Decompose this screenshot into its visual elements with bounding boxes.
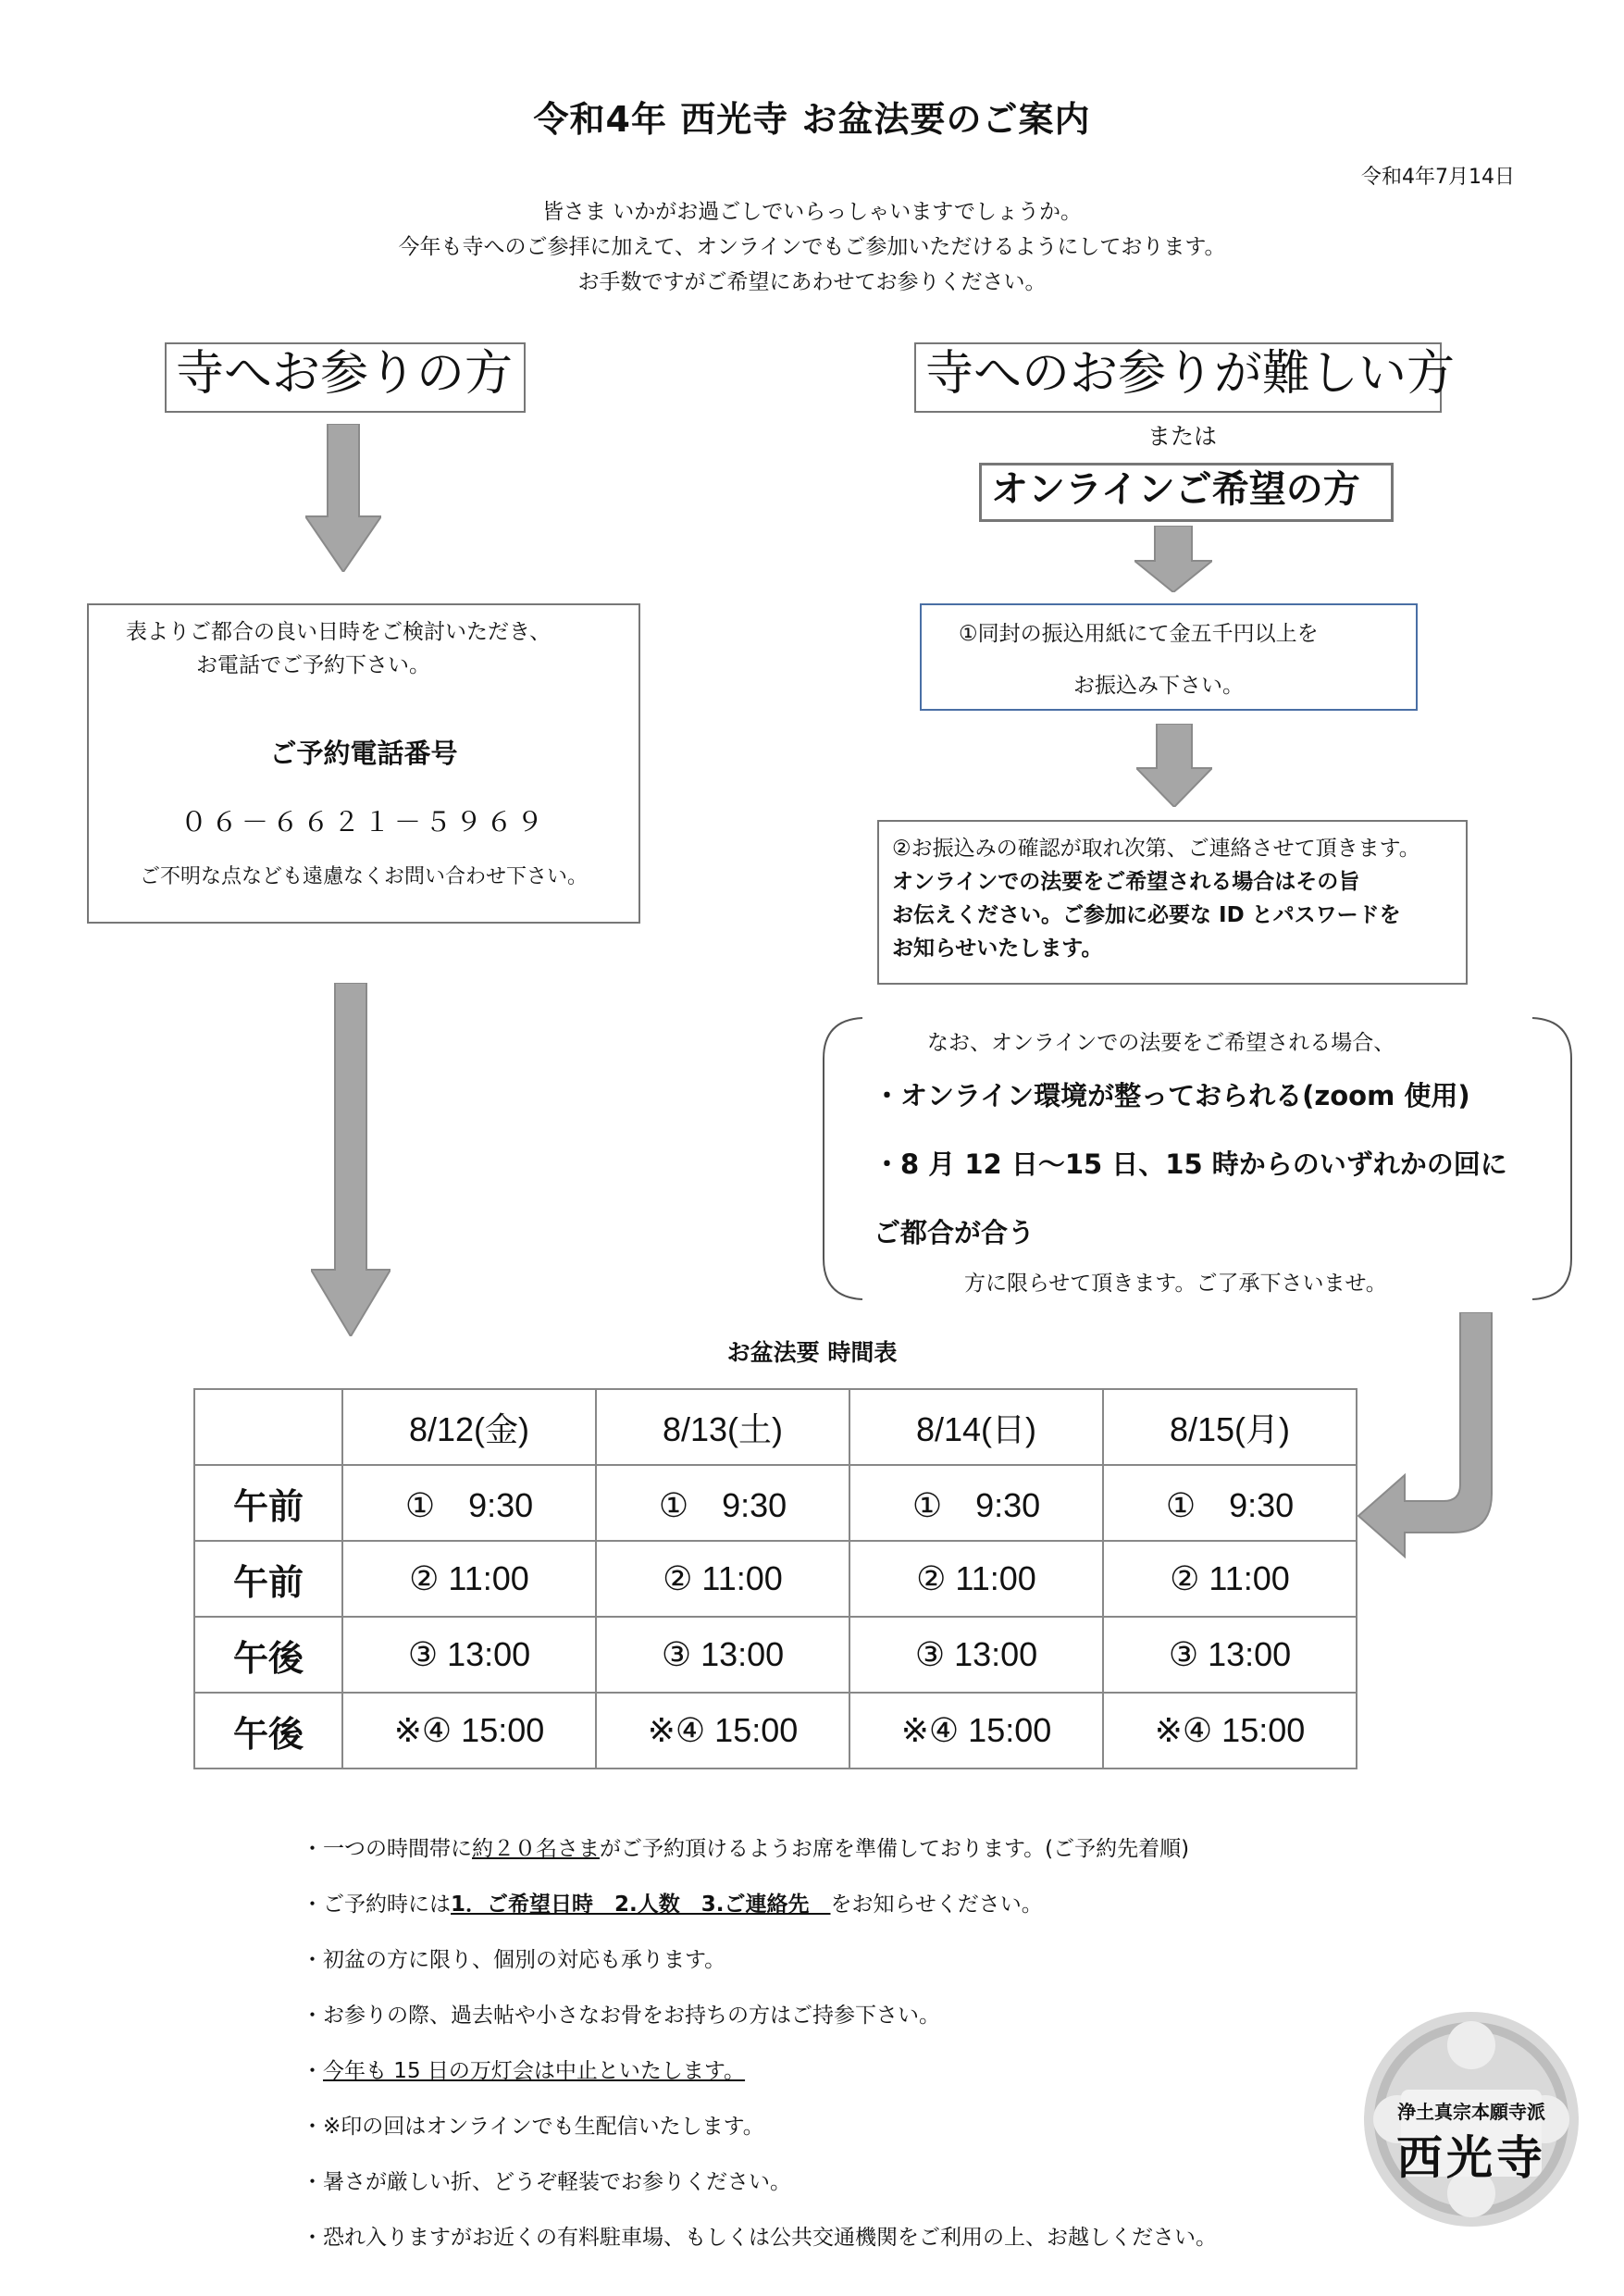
date-header: 8/14(日) [849, 1389, 1103, 1465]
condition-1: ・オンライン環境が整っておられる(zoom 使用) [874, 1080, 1470, 1111]
time-cell: ※④ 15:00 [596, 1693, 849, 1769]
time-cell: ③ 13:00 [1103, 1617, 1357, 1693]
note-item [302, 2043, 1217, 2099]
intro-line-2: 今年も寺へのご参拝に加えて、オンラインでもご参加いただけるようにしております。 [398, 235, 1226, 259]
temple-seal-logo [1360, 2008, 1582, 2230]
time-cell: ③ 13:00 [849, 1617, 1103, 1693]
seal-sect-text: 浄土真宗本願寺派 [1397, 2101, 1545, 2123]
time-cell: ① 9:30 [596, 1465, 849, 1541]
left-heading: 寺へお参りの方 [165, 342, 526, 413]
note-item [302, 1877, 1217, 1932]
date-header: 8/12(金) [342, 1389, 596, 1465]
time-cell: ※④ 15:00 [1103, 1693, 1357, 1769]
step2-line-4: お知らせいたします。 [892, 937, 1103, 961]
down-arrow-icon [305, 424, 381, 572]
online-heading: オンラインご希望の方 [979, 463, 1394, 522]
note-emphasis: 約２０名さま [472, 1837, 600, 1861]
intro-line-3: お手数ですがご希望にあわせてお参りください。 [577, 270, 1047, 294]
date-header: 8/13(土) [596, 1389, 849, 1465]
schedule-table [193, 1388, 1357, 1769]
step1-box [920, 603, 1418, 711]
reservation-box [87, 603, 640, 924]
note-item: ・お参りの際、過去帖や小さなお骨をお持ちの方はご持参下さい。 [302, 2004, 940, 2028]
step2-line-3: お伝えください。ご参加に必要な ID とパスワードを [892, 903, 1401, 927]
online-conditions-box [820, 1016, 1575, 1301]
page-title: 令和4年 西光寺 お盆法要のご案内 [533, 99, 1091, 140]
note-item: ・暑さが厳しい折、どうぞ軽装でお参りください。 [302, 2170, 791, 2194]
note-text: がご予約頂けるようお席を準備しております。(ご予約先着順) [600, 1837, 1190, 1861]
note-text: ・ [302, 2059, 323, 2083]
document-date: 令和4年7月14日 [1361, 166, 1515, 189]
row-label: 午前 [194, 1465, 342, 1541]
schedule-caption: お盆法要 時間表 [726, 1339, 898, 1366]
note-item: ・初盆の方に限り、個別の対応も承ります。 [302, 1948, 726, 1972]
inquiry-note: ご不明な点なども遠慮なくお問い合わせ下さい。 [139, 865, 588, 888]
note-emphasis: 1．ご希望日時 2.人数 3.ご連絡先 [451, 1893, 831, 1917]
step2-line-2: オンラインでの法要をご希望される場合はその旨 [892, 870, 1360, 894]
condition-2: ・8 月 12 日～15 日、15 時からのいずれかの回に [874, 1148, 1507, 1180]
step2-box [877, 820, 1468, 985]
time-cell: ① 9:30 [342, 1465, 596, 1541]
time-cell: ③ 13:00 [596, 1617, 849, 1693]
time-cell: ① 9:30 [1103, 1465, 1357, 1541]
notes-list [302, 1821, 1217, 2265]
time-cell: ③ 13:00 [342, 1617, 596, 1693]
phone-label: ご予約電話番号 [269, 738, 458, 769]
long-down-arrow-icon [311, 983, 391, 1336]
time-cell: ② 11:00 [1103, 1541, 1357, 1617]
reservation-instruction-1: 表よりご都合の良い日時をご検討いただき、 [126, 620, 552, 644]
step1-line-2: お振込み下さい。 [1073, 674, 1244, 698]
seal-temple-name: 西光寺 [1396, 2130, 1546, 2185]
table-header-row [194, 1389, 1357, 1465]
date-header: 8/15(月) [1103, 1389, 1357, 1465]
reservation-instruction-2: お電話でご予約下さい。 [196, 653, 430, 677]
note-item: ・恐れ入りますがお近くの有料駐車場、もしくは公共交通機関をご利用の上、お越しください。 [302, 2226, 1217, 2250]
note-item [302, 1821, 1217, 1877]
phone-number: ０６－６６２１－５９６９ [180, 806, 547, 838]
note-item: ・※印の回はオンラインでも生配信いたします。 [302, 2115, 764, 2139]
row-label: 午後 [194, 1693, 342, 1769]
note-text: をお知らせください。 [830, 1893, 1043, 1917]
conditions-outro: 方に限らせて頂きます。ご了承下さいませ。 [964, 1272, 1387, 1296]
condition-3: ご都合が合う [874, 1217, 1035, 1248]
time-cell: ② 11:00 [342, 1541, 596, 1617]
row-label: 午後 [194, 1617, 342, 1693]
or-label: または [1147, 423, 1218, 450]
table-row [194, 1693, 1357, 1769]
step1-line-1: ①同封の振込用紙にて金五千円以上を [959, 622, 1319, 646]
note-emphasis: 今年も 15 日の万灯会は中止といたします。 [323, 2059, 746, 2083]
conditions-intro: なお、オンラインでの法要をご希望される場合、 [927, 1031, 1395, 1055]
table-corner-cell [194, 1389, 342, 1465]
time-cell: ① 9:30 [849, 1465, 1103, 1541]
right-heading: 寺へのお参りが難しい方 [914, 342, 1442, 413]
time-cell: ② 11:00 [849, 1541, 1103, 1617]
table-row [194, 1541, 1357, 1617]
down-arrow-icon [1136, 724, 1212, 807]
time-cell: ② 11:00 [596, 1541, 849, 1617]
down-arrow-icon [1134, 526, 1212, 592]
table-row [194, 1465, 1357, 1541]
note-text: ・一つの時間帯に [302, 1837, 472, 1861]
table-row [194, 1617, 1357, 1693]
time-cell: ※④ 15:00 [849, 1693, 1103, 1769]
note-text: ・ご予約時には [302, 1893, 451, 1917]
intro-line-1: 皆さま いかがお過ごしでいらっしゃいますでしょうか。 [541, 200, 1082, 224]
time-cell: ※④ 15:00 [342, 1693, 596, 1769]
row-label: 午前 [194, 1541, 342, 1617]
step2-line-1: ②お振込みの確認が取れ次第、ご連絡させて頂きます。 [892, 837, 1420, 861]
